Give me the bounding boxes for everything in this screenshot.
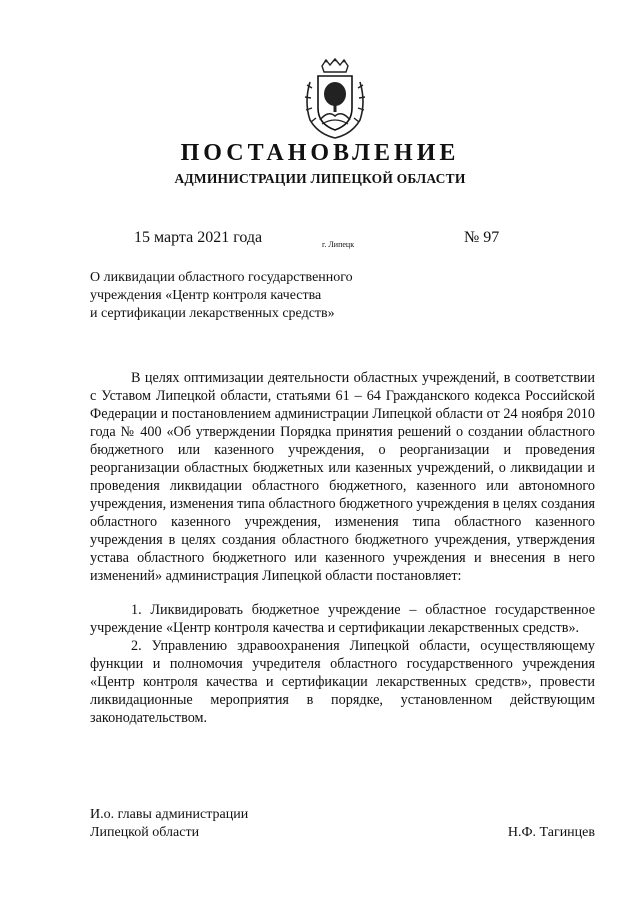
subject-line: О ликвидации областного государственного [90, 270, 353, 285]
document-body [90, 369, 595, 727]
signatory-role-line: И.о. главы администрации [90, 807, 249, 822]
issuer-subtitle: АДМИНИСТРАЦИИ ЛИПЕЦКОЙ ОБЛАСТИ [174, 171, 466, 186]
document-number: № 97 [464, 229, 500, 246]
document-date: 15 марта 2021 года [134, 229, 263, 246]
signatory-name: Н.Ф. Тагинцев [507, 825, 595, 840]
document-city: г. Липецк [322, 240, 355, 249]
decision-item-2: 2. Управлению здравоохранения Липецкой области, осуществляющему функции и полномочия учредителя областного государственного учреждения «Центр контроля качества и сертификации лекарственных средств», провести ликвидационные мероприятия в порядке, установленном действующим законодательством. [90, 638, 595, 726]
coat-of-arms-icon [302, 58, 368, 140]
decision-item-1: 1. Ликвидировать бюджетное учреждение – областное государственное учреждение «Центр контроля качества и сертификации лекарственных средств». [90, 602, 595, 636]
subject-line: учреждения «Центр контроля качества [90, 288, 322, 303]
document-subject [90, 269, 410, 323]
signatory-role [90, 806, 248, 842]
preamble-paragraph: В целях оптимизации деятельности областных учреждений, в соответствии с Уставом Липецкой области, статьями 61 – 64 Гражданского кодекса Российской Федерации и постановлением администрации Липецкой области от 24 ноября 2010 года № 400 «Об утверждении Порядка принятия решений о создании областного бюджетного или казенного учреждения, о реорганизации и проведения реорганизации областных бюджетных или казенных учреждений, о ликвидации и проведения ликвидации областного бюджетного, казенного или автономного учреждения, изменения типа областного бюджетного учреждения в целях создания областного казенного учреждения, изменения типа областного казенного учреждения в целях создания областного бюджетного учреждения, утверждения устава областного бюджетного или казенного учреждения и внесения в него изменений» администрация Липецкой области постановляет: [90, 370, 595, 584]
subject-line: и сертификации лекарственных средств» [90, 306, 335, 321]
signatory-role-line: Липецкой области [90, 825, 200, 840]
document-title: ПОСТАНОВЛЕНИЕ [180, 140, 460, 166]
